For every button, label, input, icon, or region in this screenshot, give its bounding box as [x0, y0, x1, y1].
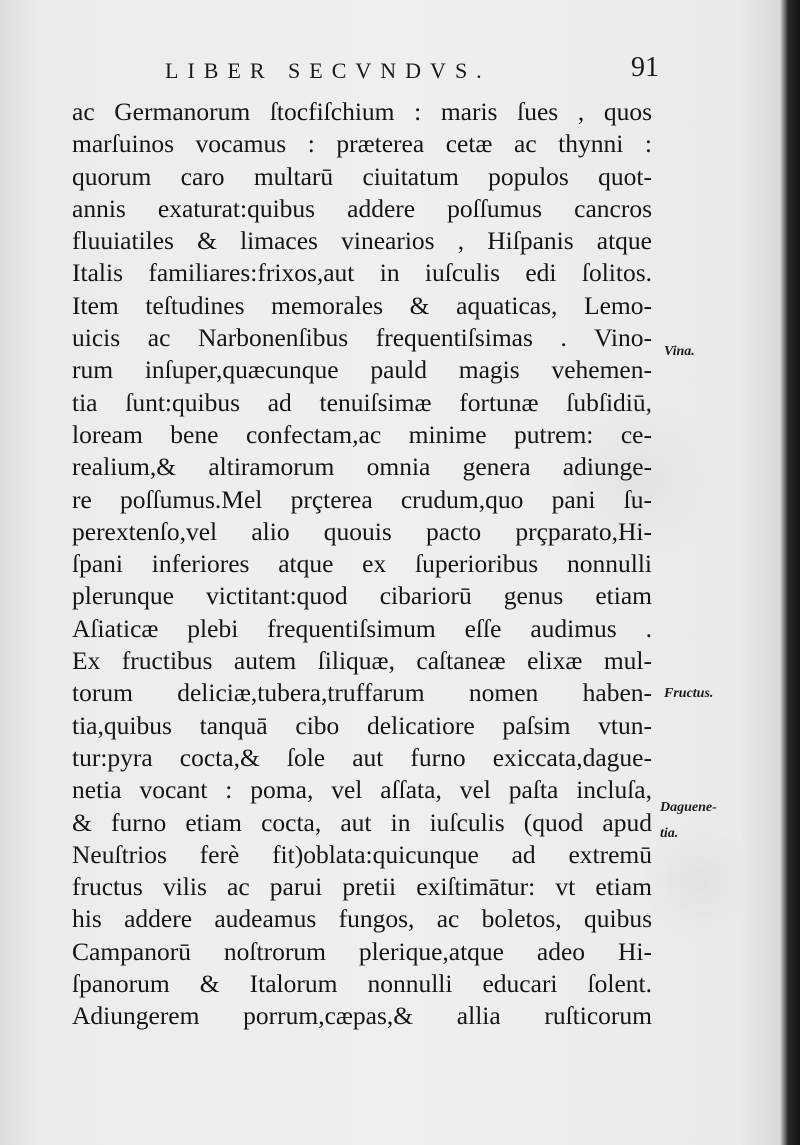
text-line: ſpanorum & Italorum nonnulli educari ſolent.: [72, 969, 652, 999]
text-line: quorum caro multarū ciuitatum populos quot-: [72, 161, 652, 191]
text-line: Item teſtudines memorales & aquaticas, Lemo-: [72, 290, 652, 320]
text-line: ſpani inferiores atque ex ſuperioribus nonnulli: [72, 549, 652, 579]
page-header: [165, 52, 665, 86]
text-line: fructus vilis ac parui pretii exiſtimātur: vt etiam: [72, 872, 652, 902]
text-line: his addere audeamus fungos, ac boletos, quibus: [72, 904, 652, 934]
text-line: Ex fructibus autem ſiliquæ, caſtaneæ elixæ mul-: [72, 646, 652, 676]
text-line: Aſiaticæ plebi frequentiſsimum eſſe audimus .: [72, 613, 652, 643]
text-line: tia,quibus tanquā cibo delicatiore paſsim vtun-: [72, 710, 652, 740]
margin-note-fructus: Fructus.: [664, 686, 714, 701]
text-line: realium,& altiramorum omnia genera adiunge-: [72, 452, 652, 482]
text-line: & furno etiam cocta, aut in iuſculis (quod apud: [72, 807, 652, 837]
text-line: tia ſunt:quibus ad tenuiſsimæ fortunæ ſubſidiū,: [72, 387, 652, 417]
text-line: torum deliciæ,tubera,truffarum nomen haben-: [72, 678, 652, 708]
text-line: marſuinos vocamus : præterea cetæ ac thynni :: [72, 129, 652, 159]
text-line: tur:pyra cocta,& ſole aut furno exiccata,dague-: [72, 742, 652, 772]
text-line: uicis ac Narbonenſibus frequentiſsimas . Vino-: [72, 323, 652, 353]
text-line: loream bene confectam,ac minime putrem: ce-: [72, 419, 652, 449]
page-number: 91: [631, 52, 659, 83]
margin-note-line: Daguene-: [660, 800, 717, 815]
text-line: Adiungerem porrum,cæpas,& allia ruſticorum: [72, 1001, 652, 1031]
text-line: Italis familiares:frixos,aut in iuſculis edi ſolitos.: [72, 258, 652, 288]
text-line: rum inſuper,quæcunque pauld magis vehemen-: [72, 355, 652, 385]
margin-note-line: tia.: [660, 826, 679, 841]
margin-note-daguenetia: [660, 795, 717, 847]
text-line: annis exaturat:quibus addere poſſumus cancros: [72, 193, 652, 223]
text-line: netia vocant : poma, vel aſſata, vel paſta incluſa,: [72, 775, 652, 805]
text-line: ac Germanorum ſtocfiſchium : maris ſues , quos: [72, 97, 652, 126]
text-line: re poſſumus.Mel prçterea crudum,quo pani ſu-: [72, 484, 652, 514]
text-line: fluuiatiles & limaces vinearios , Hiſpanis atque: [72, 226, 652, 256]
text-line: Campanorū noſtrorum plerique,atque adeo Hi-: [72, 936, 652, 966]
text-line: plerunque victitant:quod cibariorū genus etiam: [72, 581, 652, 611]
margin-note-vina: Vina.: [664, 344, 695, 359]
running-title: LIBER SECVNDVS.: [165, 58, 491, 83]
text-line: perextenſo,vel alio quouis pacto prçparato,Hi-: [72, 516, 652, 546]
body-text: [72, 96, 652, 1033]
text-line: Neuſtrios ferè fit)oblata:quicunque ad extremū: [72, 839, 652, 869]
